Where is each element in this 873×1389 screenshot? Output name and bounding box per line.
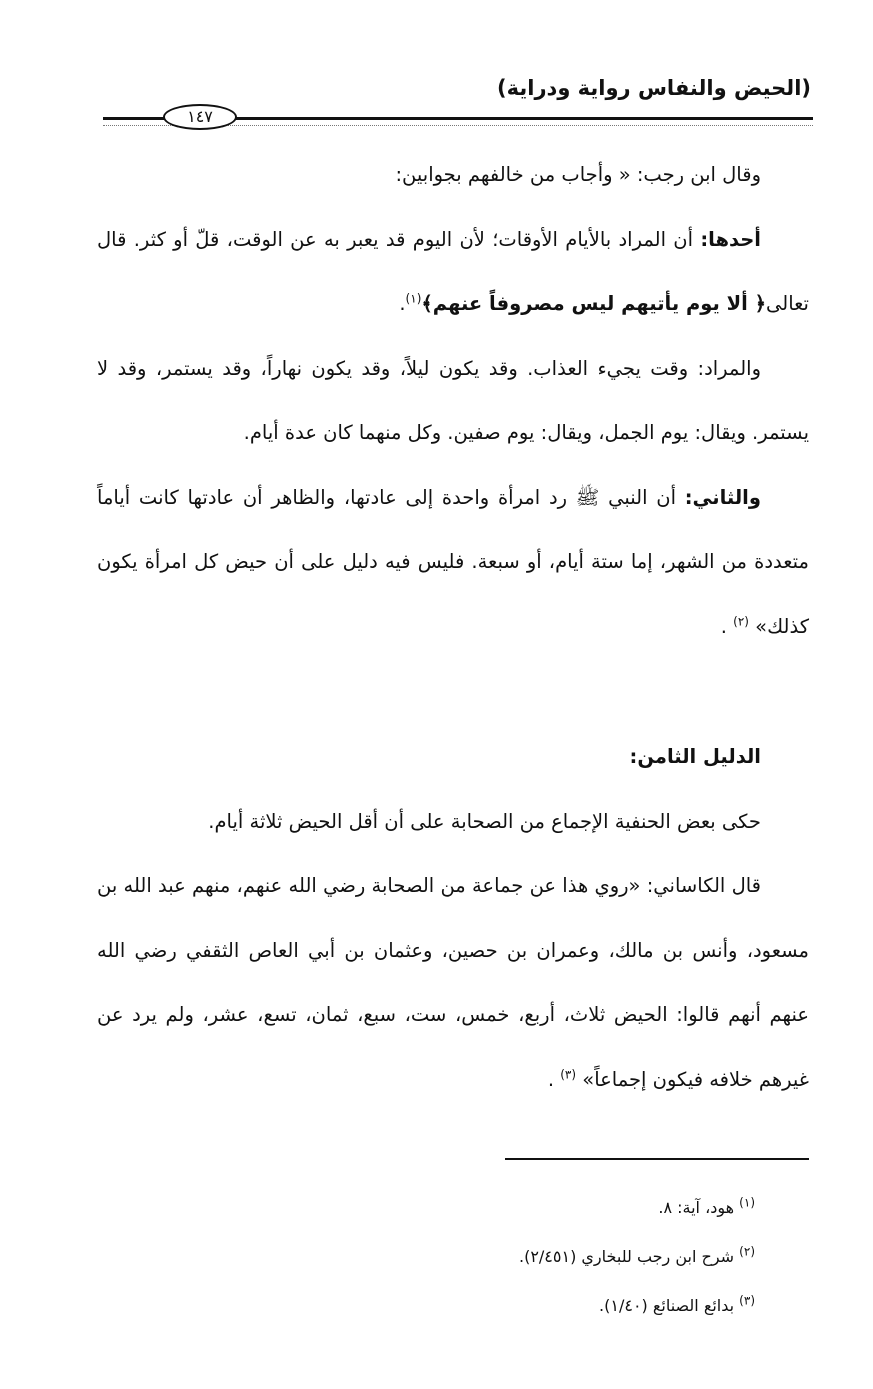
kasani-text: قال الكاساني: «روي هذا عن جماعة من الصحابة رضي الله عنهم، منهم عبد الله بن مسعود، وأنس بن مالك، وعمران بن حصين، وعثمان بن أبي العاص الثقفي رضي الله عنهم أنهم قالوا: الحيض ثلاث، أربع، خمس، ست، سبع، ثمان، تسع، عشر، ولم يرد عن غيرهم خلافه فيكون إجماعاً» [97, 874, 809, 1091]
second-answer-label: والثاني: [684, 485, 761, 509]
footnote-separator [505, 1158, 809, 1160]
paragraph-first-answer [97, 208, 809, 337]
footnote-text: بدائع الصنائع (١/٤٠). [599, 1296, 740, 1315]
paragraph-meaning: والمراد: وقت يجيء العذاب. وقد يكون ليلاً، وقد يكون نهاراً، وقد يستمر، وقد لا يستمر. ويقال: يوم الجمل، ويقال: يوم صفين. وكل منهما كان عدة أيام. [97, 356, 809, 444]
footnote-2 [519, 1232, 755, 1281]
footnote-ref-2[interactable]: (٢) [733, 614, 749, 628]
paragraph-second-answer [97, 466, 809, 660]
footnote-marker: (١) [739, 1195, 755, 1210]
first-answer-end: . [399, 292, 406, 315]
second-answer-text: أن النبي ﷺ رد امرأة واحدة إلى عادتها، والظاهر أن عادتها كانت أياماً متعددة من الشهر، إما ستة أيام، أو سبعة. فليس فيه دليل على أن حيض كل امرأة يكون كذلك» [97, 485, 809, 638]
running-title: (الحيض والنفاس رواية ودراية) [497, 76, 811, 100]
first-answer-label: أحدها: [700, 227, 761, 251]
paragraph-consensus: حكى بعض الحنفية الإجماع من الصحابة على أن أقل الحيض ثلاثة أيام. [208, 809, 761, 833]
paragraph-ibn-rajab: وقال ابن رجب: « وأجاب من خالفهم بجوابين: [395, 163, 761, 186]
footnote-text: هود، آية: ٨. [658, 1198, 740, 1217]
footnote-3 [519, 1281, 755, 1330]
second-answer-end: . [720, 614, 734, 638]
main-text-block [97, 143, 809, 659]
section-heading: الدليل الثامن: [629, 745, 761, 768]
first-answer-text: أن المراد بالأيام الأوقات؛ لأن اليوم قد يعبر به عن الوقت، قلّ أو كثر. قال تعالى [97, 227, 809, 315]
footnote-marker: (٣) [739, 1293, 755, 1308]
section-block [97, 725, 809, 1112]
kasani-end: . [547, 1067, 561, 1091]
footnote-marker: (٢) [739, 1244, 755, 1259]
paragraph-kasani [97, 854, 809, 1112]
footnote-ref-3[interactable]: (٣) [560, 1067, 577, 1081]
page-number: ١٤٧ [163, 104, 237, 130]
footnote-1 [519, 1183, 755, 1232]
quran-quote: ﴿ ألا يوم يأتيهم ليس مصروفاً عنهم﴾ [421, 292, 767, 315]
footnotes [519, 1183, 755, 1330]
footnote-text: شرح ابن رجب للبخاري (٢/٤٥١). [518, 1247, 740, 1266]
footnote-ref-1[interactable]: (١) [405, 291, 422, 306]
